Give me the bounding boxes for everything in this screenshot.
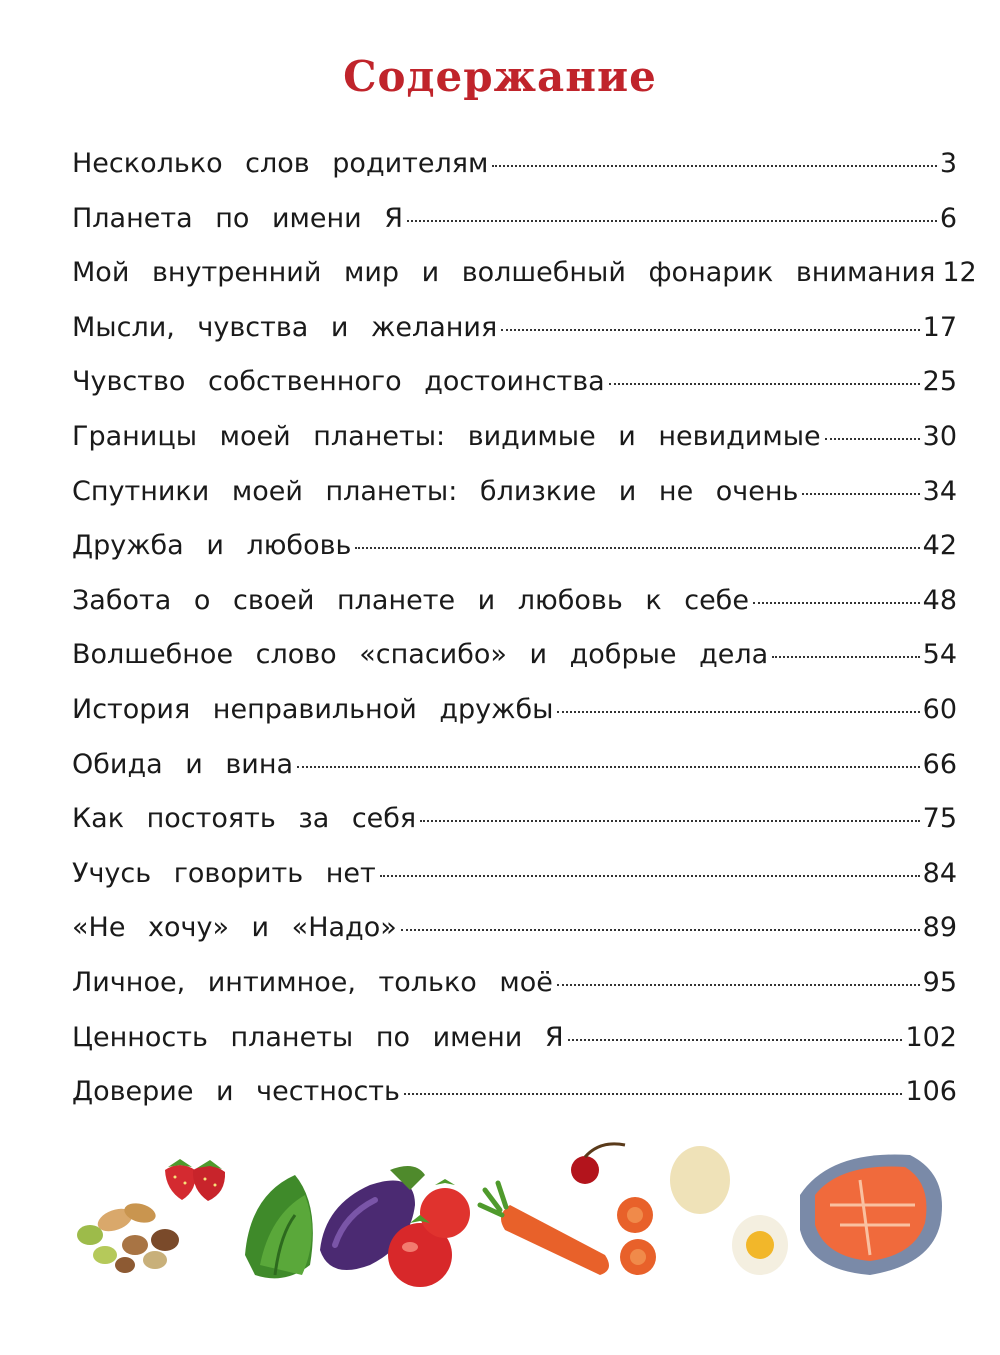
toc-entry-title: Учусь говорить нет bbox=[72, 857, 376, 889]
salmon-steak-icon bbox=[800, 1155, 942, 1276]
dot-leader bbox=[802, 493, 919, 495]
toc-entry bbox=[72, 858, 957, 913]
toc-entry-page: 84 bbox=[922, 857, 957, 889]
toc-entry-page: 30 bbox=[922, 420, 957, 452]
dot-leader bbox=[492, 165, 936, 167]
toc-entry-page: 34 bbox=[922, 475, 957, 507]
dot-leader bbox=[380, 875, 920, 877]
toc-entry bbox=[72, 749, 957, 804]
toc-entry-title: Как постоять за себя bbox=[72, 803, 417, 835]
toc-entry-title: Волшебное слово «спасибо» и добрые дела bbox=[72, 639, 769, 671]
toc-entry-page: 66 bbox=[922, 748, 957, 780]
toc-entry bbox=[72, 1022, 957, 1077]
toc-entry-title: Дружба и любовь bbox=[72, 530, 352, 562]
toc-entry bbox=[72, 203, 957, 258]
toc-entry bbox=[72, 366, 957, 421]
toc-entry bbox=[72, 1076, 957, 1131]
carrot-icon bbox=[480, 1183, 609, 1275]
toc-entry-page: 3 bbox=[939, 148, 957, 179]
dot-leader bbox=[355, 547, 919, 549]
toc-entry bbox=[72, 694, 957, 749]
toc-entry bbox=[72, 257, 977, 312]
toc-entry-title: Забота о своей планете и любовь к себе bbox=[72, 584, 749, 616]
carrot-slices-icon bbox=[617, 1197, 656, 1275]
dot-leader bbox=[557, 711, 919, 713]
toc-entry bbox=[72, 476, 957, 531]
dot-leader bbox=[825, 438, 920, 440]
toc-entry-title: Чувство собственного достоинства bbox=[72, 366, 605, 398]
toc-entry-page: 17 bbox=[922, 311, 957, 343]
toc-entry-page: 25 bbox=[922, 366, 957, 398]
toc-entry-page: 106 bbox=[905, 1076, 957, 1108]
nuts-icon bbox=[77, 1200, 179, 1273]
toc-entry-page: 42 bbox=[922, 530, 957, 562]
food-illustrations bbox=[70, 1135, 960, 1335]
dot-leader bbox=[772, 656, 919, 658]
toc-entry-title: Личное, интимное, только моё bbox=[72, 966, 553, 998]
dot-leader bbox=[753, 602, 920, 604]
dot-leader bbox=[401, 929, 920, 931]
greens-icon bbox=[245, 1175, 313, 1278]
toc-entry bbox=[72, 530, 957, 585]
dot-leader bbox=[557, 984, 920, 986]
dot-leader bbox=[568, 1039, 903, 1041]
toc-entry-page: 75 bbox=[922, 803, 957, 835]
toc-entry-page: 54 bbox=[922, 639, 957, 671]
toc-entry-page: 102 bbox=[905, 1021, 957, 1053]
toc-entry-title: Ценность планеты по имени Я bbox=[72, 1021, 564, 1053]
dot-leader bbox=[420, 820, 919, 822]
toc-entry-title: Границы моей планеты: видимые и невидимые bbox=[72, 420, 821, 452]
toc-entry-title: Мысли, чувства и желания bbox=[72, 311, 498, 343]
dot-leader bbox=[407, 220, 937, 222]
toc-entry bbox=[72, 421, 957, 476]
page-title: Содержание bbox=[343, 52, 657, 101]
dot-leader bbox=[297, 766, 920, 768]
toc-entry bbox=[72, 639, 957, 694]
toc-entry-title: Спутники моей планеты: близкие и не очень bbox=[72, 475, 799, 507]
toc-entry-title: Несколько слов родителям bbox=[72, 148, 489, 179]
toc-entry bbox=[72, 912, 957, 967]
toc-entry bbox=[72, 148, 957, 203]
strawberries-icon bbox=[165, 1159, 225, 1201]
dot-leader bbox=[609, 383, 920, 385]
toc-entry-title: Мой внутренний мир и волшебный фонарик внимания bbox=[72, 257, 936, 289]
toc-entry-title: Обида и вина bbox=[72, 748, 294, 780]
toc-entry-title: Планета по имени Я bbox=[72, 202, 404, 234]
toc-entry-page: 48 bbox=[922, 584, 957, 616]
cherry-icon bbox=[571, 1144, 625, 1184]
toc-entry-page: 6 bbox=[939, 202, 957, 234]
table-of-contents bbox=[72, 148, 977, 1131]
toc-entry bbox=[72, 967, 957, 1022]
toc-entry bbox=[72, 585, 957, 640]
eggs-icon bbox=[670, 1146, 788, 1275]
toc-entry-title: «Не хочу» и «Надо» bbox=[72, 912, 397, 944]
toc-entry-page: 95 bbox=[922, 966, 957, 998]
toc-entry-title: История неправильной дружбы bbox=[72, 693, 554, 725]
toc-entry-page: 12 bbox=[942, 257, 977, 289]
toc-entry bbox=[72, 312, 957, 367]
toc-entry-page: 60 bbox=[922, 693, 957, 725]
toc-entry-page: 89 bbox=[922, 912, 957, 944]
toc-entry bbox=[72, 803, 957, 858]
toc-entry-title: Доверие и честность bbox=[72, 1076, 400, 1108]
dot-leader bbox=[404, 1093, 903, 1095]
dot-leader bbox=[501, 329, 919, 331]
